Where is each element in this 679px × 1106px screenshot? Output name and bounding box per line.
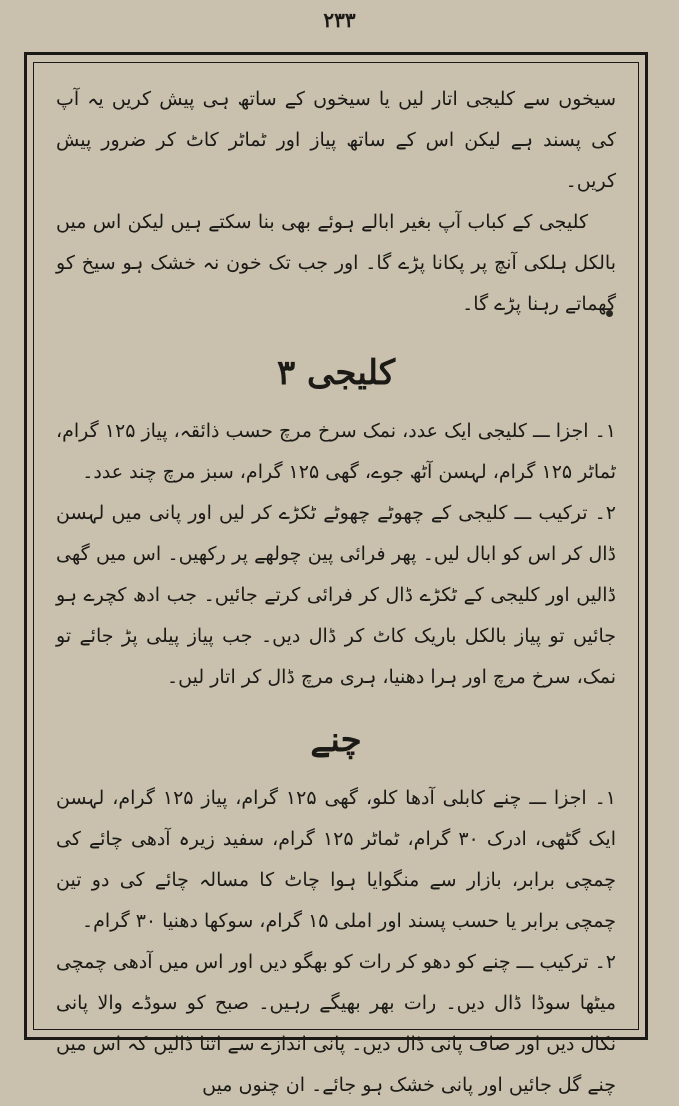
section-heading-chane: چنے — [310, 720, 362, 760]
paragraph-kaleji-ingredients: ۱۔ اجزا ـــ کلیجی ایک عدد، نمک سرخ مرچ حسب ذائقہ، پیاز ۱۲۵ گرام، ٹماٹر ۱۲۵ گرام، لہسن آٹھ جوے، گھی ۱۲۵ گرام، سبز مرچ چند عدد۔ — [56, 420, 616, 483]
paragraph-raw-kebab-note: کلیجی کے کباب آپ بغیر ابالے ہوئے بھی بنا سکتے ہیں لیکن اس میں بالکل ہلکی آنچ پر پکانا پڑے گا۔ اور جب تک خون نہ خشک ہو سیخ کو گھماتے رہنا پڑے گا۔ — [56, 211, 616, 315]
section-heading-kaleji-3: کلیجی ۳ — [276, 353, 396, 393]
paragraph-kaleji-method: ۲۔ ترکیب ـــ کلیجی کے چھوٹے چھوٹے ٹکڑے کر لیں اور پانی میں لہسن ڈال کر اس کو ابال لیں۔ پھر فرائی پین چولھے پر رکھیں۔ اس میں گھی ڈالیں اور کلیجی کے ٹکڑے ڈال کر فرائی کرتے جائیں۔ جب ادھ کچرے ہو جائیں تو پیاز بالکل باریک کاٹ کر ڈال دیں۔ جب پیاز پیلی پڑ جائے تو نمک، سرخ مرچ اور ہرا دھنیا، ہری مرچ ڈال کر اتار لیں۔ — [56, 502, 616, 688]
page-text — [56, 79, 616, 1106]
page-frame-inner — [33, 62, 639, 1096]
paragraph-serving-note: سیخوں سے کلیجی اتار لیں یا سیخوں کے ساتھ ہی پیش کریں یہ آپ کی پسند ہے لیکن اس کے ساتھ پیاز اور ٹماٹر کاٹ کر ضرور پیش کریں۔ — [56, 88, 616, 192]
page-number: ۲۳۳ — [323, 8, 356, 32]
paragraph-chane-method: ۲۔ ترکیب ـــ چنے کو دھو کر رات کو بھگو دیں اور اس میں آدھی چمچی میٹھا سوڈا ڈال دیں۔ رات بھر بھیگے رہیں۔ صبح کو سوڈے والا پانی نکال دیں اور صاف پانی ڈال دیں۔ پانی اندازے سے اتنا ڈالیں کہ اس میں چنے گل جائیں اور پانی خشک ہو جائے۔ ان چنوں میں — [56, 951, 616, 1096]
paragraph-chane-ingredients: ۱۔ اجزا ـــ چنے کابلی آدھا کلو، گھی ۱۲۵ گرام، پیاز ۱۲۵ گرام، لہسن ایک گٹھی، ادرک ۳۰ گرام، ٹماٹر ۱۲۵ گرام، سفید زیرہ آدھی چائے کی چمچی برابر، بازار سے منگوایا ہوا چاٹ کا مسالہ چائے کی دو تین چمچی برابر یا حسب پسند اور املی ۱۵ گرام، سوکھا دھنیا ۳۰ گرام۔ — [56, 787, 616, 932]
